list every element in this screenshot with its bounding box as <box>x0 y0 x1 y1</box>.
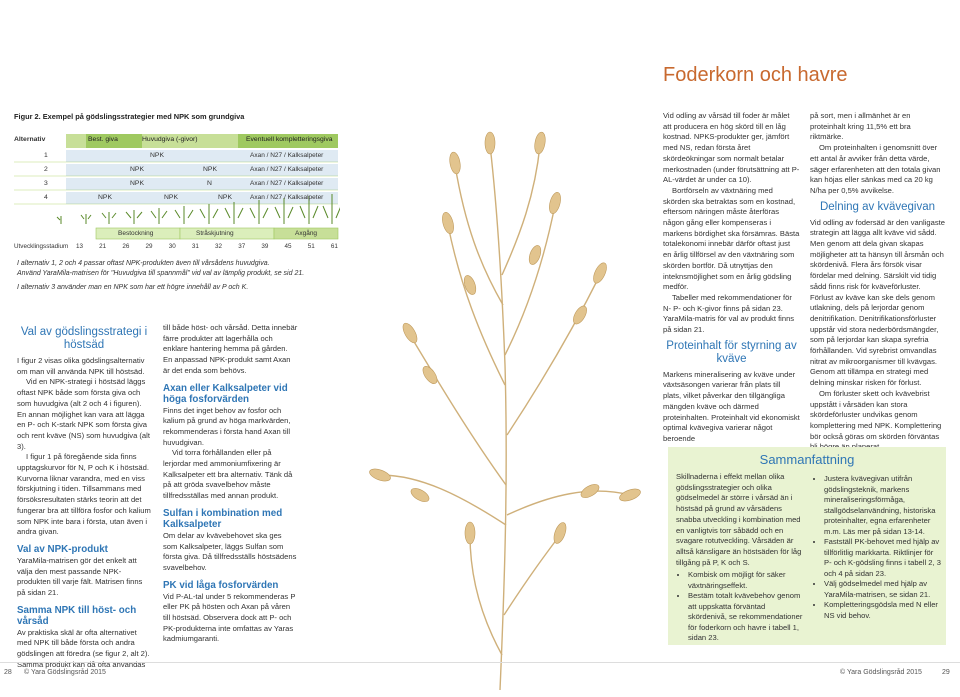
stage-21: 21 <box>99 243 107 250</box>
header-komplettering: Eventuell kompletteringsgiva <box>246 136 333 143</box>
heading-sulfan: Sulfan i kombination med Kalksalpeter <box>163 507 283 530</box>
col4-paragraph-3: Vid odling av fodersäd är den vanligaste strategin att lägga allt kväve vid sådd. Men genom att dela givan skapas möjligheter att ta hänsyn till årsmån och skördenivå. Flera års försök visar fördelar med delning. Särskilt vid tidig sådd finns risk för kväveförluster. Förlust av kväve kan ske dels genom utlakning, dels på lerjordar genom denitrifikation. Denitrifikationsförluster uppstår vid stora nederbördsmängder, som på lerjordar kan skapa syrefria förhållanden. Vid syrebrist omvandlas nitrat av mikroorganismer till kvävgas. Genom att tillämpa en strategi med delning minskar risken för förlust. <box>810 217 945 388</box>
page-title: Foderkorn och havre <box>663 64 848 86</box>
col2-paragraph-2: Finns det inget behov av fosfor och kalium på grund av höga markvärden, rekommenderas i första hand Axan till huvudgivan. <box>163 405 291 447</box>
row4-npk-2: NPK <box>164 194 178 201</box>
figure-caption: Figur 2. Exempel på gödslingsstrategier med NPK som grundgiva <box>14 112 245 121</box>
col1-paragraph-4: YaraMila-matrisen gör det enkelt att välja den mest passande NPK-produkten till varje fält. Matrisen finns på sidan 21. <box>17 555 143 598</box>
summary-intro: Skillnaderna i effekt mellan olika gödslingsstrategier och olika gödselmedel är större i vårsäd än i höstsäd på grund av vårsädens snabba utveckling i kombination med en vanligtvis torr såbädd och en svagare rotutveckling. Vårsäden är alltså känsligare än höstsäden för låg tillgång på P, K och S. <box>676 472 802 567</box>
heading-pk-fosfor: PK vid låga fosforvärden <box>163 579 279 591</box>
figure-note-2: Använd YaraMila-matrisen för "Huvudgiva till spannmål" vid val av lämplig produkt, se sid 21. <box>17 269 305 277</box>
summary-right-item: • Välj gödselmedel med hjälp av YaraMila-matrisen, se sidan 21. <box>824 579 942 600</box>
row-alt-4: 4 <box>44 194 48 201</box>
row3-npk: NPK <box>130 180 144 187</box>
header-alternativ: Alternativ <box>14 136 46 143</box>
col4-paragraph-4: Om förluster skett och kvävebrist uppstått i vårsäden kan stora skördeförluster undvikas genom komplettering med NPK. Komplettering bör också göras om skörden förväntas <box>810 388 942 441</box>
stage-45: 45 <box>284 243 292 250</box>
figure-notes <box>17 259 337 293</box>
column-3 <box>663 111 800 445</box>
summary-right-list <box>812 474 942 621</box>
col3-paragraph-1: Vid odling av vårsäd till foder är målet att producera en hög skörd till en låg kostnad. NPKS-produkter ger, jämfört med NS, redan första året skördeökningar som normalt betalar merkostnaden (under förutsättning att P-AL-värdet är under ca 10). <box>663 111 800 185</box>
summary-right-item: • Fastställ PK-behovet med hjälp av tillförlitlig markkarta. Riktlinjer för P- och K-gödsling finns i tabell 2, 3 och 4 på sidan 23. <box>824 537 942 579</box>
summary-left-item: • Bestäm totalt kvävebehov genom att uppskatta förväntad skördenivå, se rekommendationer för foderkorn och havre i tabell 1, sidan 23. <box>688 591 804 644</box>
stage-13: 13 <box>76 243 84 250</box>
col4-paragraph-2: Om proteinhalten i genomsnitt över ett antal år avviker från detta värde, säger erfarenheten att den totala givan kan höjas eller sänkas med ca 20 kg N/ha per 0,5% avvikelse. <box>810 143 941 195</box>
summary-right <box>812 474 942 621</box>
row2-npk-1: NPK <box>130 166 144 173</box>
col2-paragraph-4: Om delar av kvävebehovet ska ges som Kalksalpeter, läggs Sulfan som första giva. Då tillfredsställs höstsädens svavelbehov. <box>163 530 297 572</box>
copyright-left: © Yara Gödslingsråd 2015 <box>24 669 106 676</box>
col2-paragraph-5: Vid P-AL-tal under 5 rekommenderas P eller PK på hösten och Axan på våren till höstsäd. Observera dock att P- och PK-produkterna inte omfattas av Yaras kadmiumgaranti. <box>163 591 296 644</box>
col1-paragraph-3: I figur 1 på föregående sida finns upptagskurvor för N, P och K i höstsäd. Kurvorna liknar varandra, med en viss förskjutning i tiden. Tillsammans med försöksresultaten stärks teorin att det fungerar bra att tillföra fosfor och kalium som NPK inte bara i första, utan även i andra givan. <box>17 452 151 537</box>
col2-paragraph-1: till både höst- och vårsåd. Detta innebär färre produkter att lagerhålla och enklare hantering hemma på gården. En anpassad NPK-produkt samt Axan är det enda som behövs. <box>163 323 298 375</box>
strategy-chart <box>14 124 340 259</box>
row3-comp: Axan / N27 / Kalksalpeter <box>250 180 324 187</box>
row4-npk-3: NPK <box>218 194 232 201</box>
heading-axan-kalksalpeter: Axan eller Kalksalpeter vid höga fosforvärden <box>163 382 288 405</box>
phase-bestockning: Bestockning <box>118 230 154 237</box>
heading-npk-produkt: Val av NPK-produkt <box>17 543 108 555</box>
footer-rule <box>0 662 960 663</box>
row2-npk-2: NPK <box>203 166 217 173</box>
stage-51: 51 <box>307 243 315 250</box>
row1-comp: Axan / N27 / Kalksalpeter <box>250 152 324 159</box>
stage-39: 39 <box>261 243 269 250</box>
column-2 <box>163 323 298 645</box>
stage-61: 61 <box>330 243 338 250</box>
summary-left <box>676 472 804 644</box>
column-1 <box>17 322 151 671</box>
summary-title: Sammanfattning <box>759 452 855 467</box>
oat-plant-illustration <box>330 55 660 695</box>
copyright-right: © Yara Gödslingsråd 2015 <box>840 669 922 676</box>
row1-npk: NPK <box>150 152 164 159</box>
stage-label: Utvecklingsstadium <box>14 243 69 250</box>
figure-note-1: I alternativ 1, 2 och 4 passar oftast NPK-produkten även till vårsådens huvudgiva. <box>17 260 270 267</box>
phase-axgang: Axgång <box>295 230 318 237</box>
row-alt-2: 2 <box>44 166 48 173</box>
row2-comp: Axan / N27 / Kalksalpeter <box>250 166 324 173</box>
col3-paragraph-2: Bortförseln av växtnäring med skörden ska betraktas som en kostnad, eftersom näringen måste återföras någon gång eller kompenseras i markens bördighet ska försämras. Bästa totalekonomi innebär därför oftast just en årlig tillförsel av den växtnäring som skörden bortför. Då utnyttjas den inteknsmöjlighet som en årlig gödsling medför. <box>663 185 800 292</box>
row4-npk-1: NPK <box>98 194 112 201</box>
page-number-right: 29 <box>942 669 950 676</box>
summary-left-item: • Kombisk om möjligt för säker växtnäringseffekt. <box>688 570 804 591</box>
col2-paragraph-3: Vid torra förhållanden eller på lerjordar med ammoniumfixering är Kalksalpeter ett bra alternativ. Tänk då på att gröda svavelbehov måste tillfredsställas med annan produkt. <box>163 448 293 501</box>
stage-31: 31 <box>191 243 199 250</box>
row-alt-1: 1 <box>44 152 48 159</box>
heading-delning: Delning av kvävegivan <box>819 200 936 213</box>
stage-30: 30 <box>168 243 176 250</box>
row3-n: N <box>207 180 212 187</box>
row4-comp: Axan / N27 / Kalksalpeter <box>250 194 324 201</box>
stage-numbers <box>76 243 338 250</box>
col4-paragraph-1: på sort, men i allmänhet är en proteinhalt kring 11,5% ett bra riktmärke. <box>810 111 911 142</box>
stage-26: 26 <box>122 243 130 250</box>
summary-right-item: • Justera kvävegivan utifrån gödslingsteknik, markens mineraliseringsförmåga, stallgödselanvändning, historiska proteinhalter, egna erfarenheter m.m. Läs mer på sidan 13-14. <box>824 474 942 537</box>
header-huvudgiva: Huvudgiva (-givor) <box>142 136 198 143</box>
col1-paragraph-5: Av praktiska skäl är ofta alternativet med NPK till både första och andra gödslingen att föredra (se figur 2, alt 2). Samma produkt kan då ofta användas <box>17 627 150 669</box>
heading-proteinhalt: Proteinhalt för styrning av kväve <box>666 339 797 365</box>
col1-paragraph-2: Vid en NPK-strategi i höstsäd läggs oftast NPK både som första giva och som huvudgiva (alt 2 och 4 i figuren). En annan möjlighet kan vara att lägga en P- och K-stark NPK som första giva och rent kväve (NS) som huvudgiva (alt 3). <box>17 377 150 451</box>
stage-32: 32 <box>215 243 223 250</box>
heading-gödslingsstrategi: Val av gödslingsstrategi i höstsäd <box>20 326 148 351</box>
phase-straskjutning: Stråskjutning <box>196 230 234 237</box>
row-alt-3: 3 <box>44 180 48 187</box>
col3-paragraph-3: Tabeller med rekommendationer för N- P- och K-givor finns på sidan 23. YaraMila-matris för val av produkt finns på sidan 21. <box>663 292 795 335</box>
col3-paragraph-4: Markens mineralisering av kväve under växtsäsongen varierar från plats till plats, vilket påverkar den tillgängliga mängden kväve och därmed proteinhalten. Proteinhalt vid ekonomiskt optimal kvävegiva varierar något beroende <box>663 369 800 443</box>
stage-29: 29 <box>145 243 153 250</box>
col1-paragraph-1: I figur 2 visas olika gödslingsalternativ om man vill använda NPK till höstsäd. <box>17 356 145 376</box>
summary-right-item: • Kompletteringsgödsla med N eller NS vid behov. <box>824 600 942 621</box>
stage-37: 37 <box>238 243 246 250</box>
column-4 <box>810 111 945 453</box>
heading-samma-npk: Samma NPK till höst- och vårsåd <box>17 604 137 627</box>
figure-note-3: I alternativ 3 använder man en NPK som har ett högre innehåll av P och K. <box>17 284 249 291</box>
summary-left-list <box>676 570 804 644</box>
page-number-left: 28 <box>4 669 12 676</box>
header-best-giva: Best. giva <box>88 136 118 143</box>
